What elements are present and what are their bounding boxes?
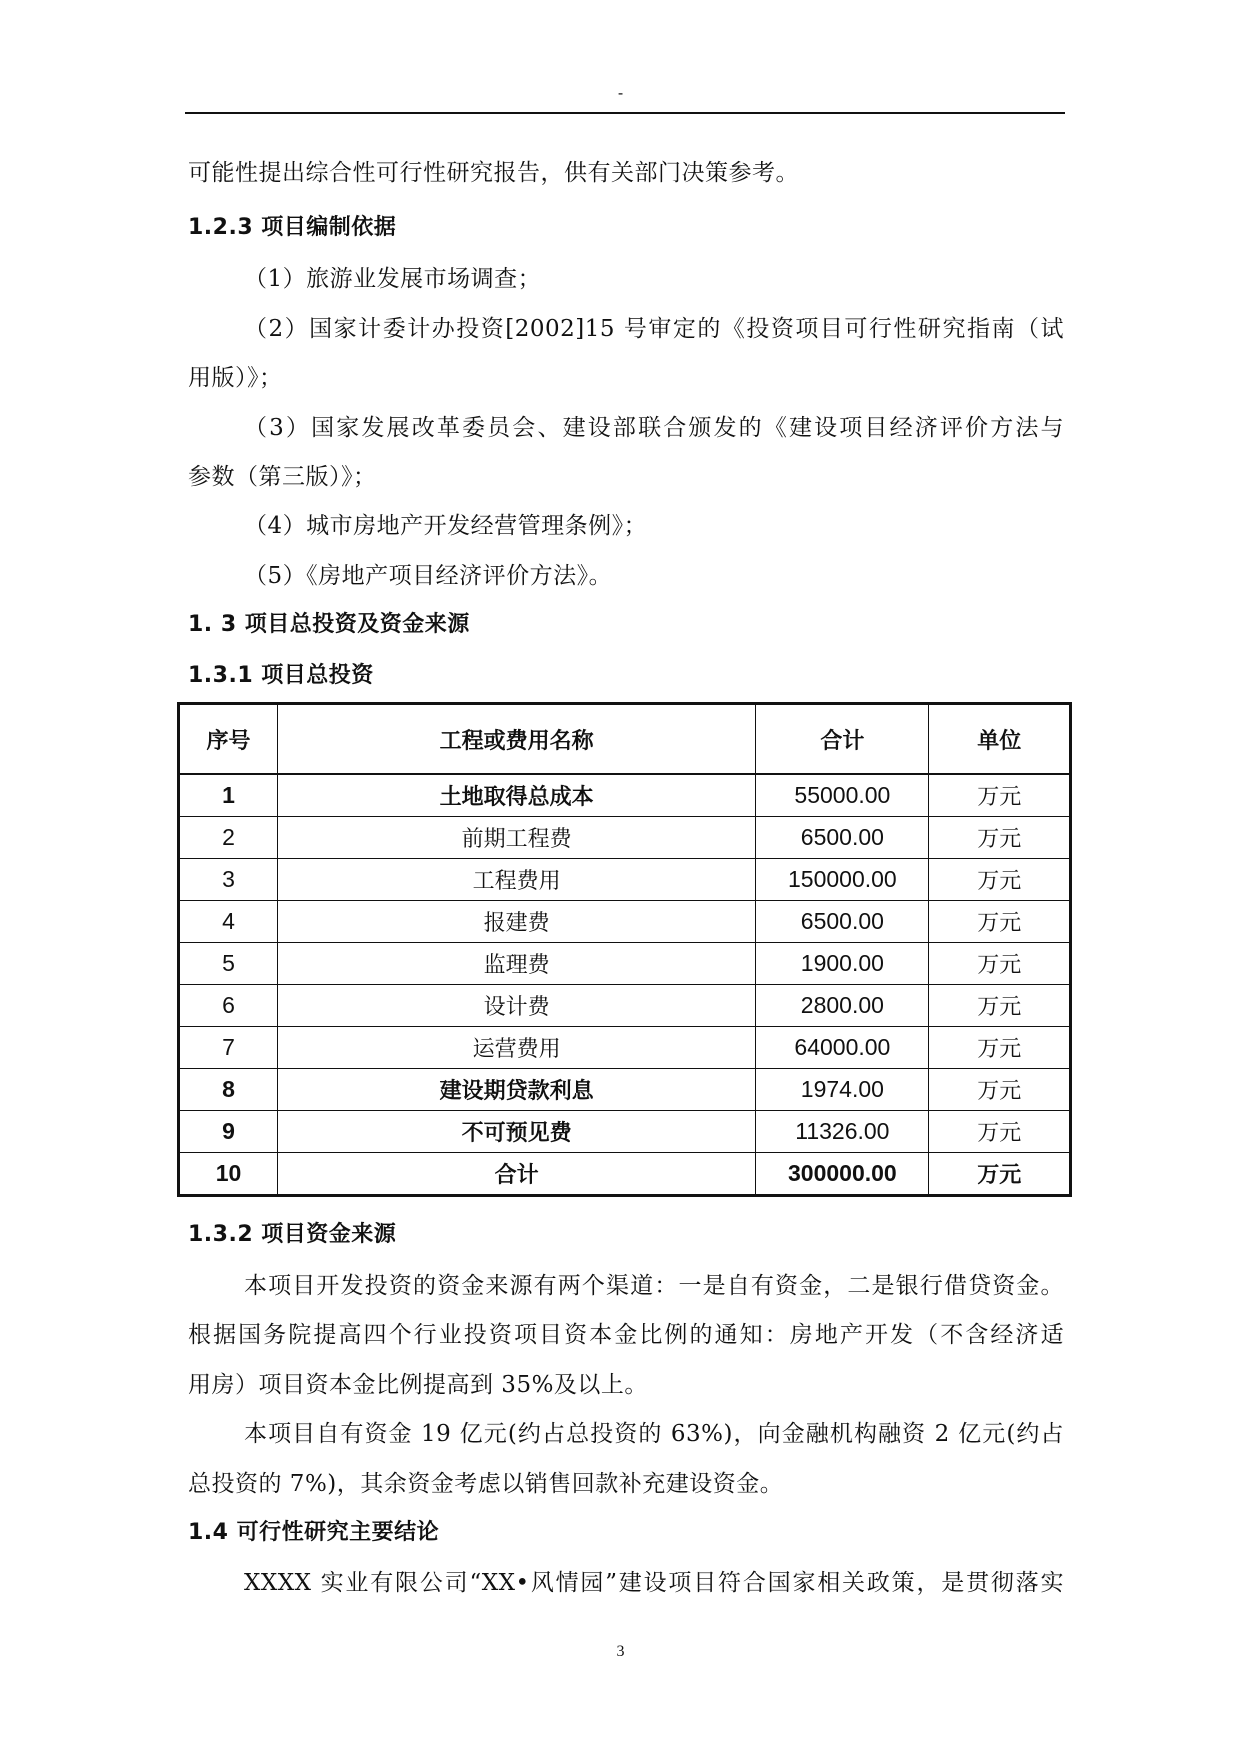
row-total: 300000.00	[756, 1153, 929, 1196]
table-row	[179, 1111, 1071, 1153]
funding-p1-line-1: 本项目开发投资的资金来源有两个渠道：一是自有资金，二是银行借贷资金。	[244, 1273, 1064, 1299]
row-item-name: 土地取得总成本	[278, 774, 756, 817]
heading-1-3: 1. 3 项目总投资及资金来源	[188, 612, 470, 637]
page-number: 3	[616, 1643, 625, 1660]
row-item-name: 前期工程费	[278, 817, 756, 859]
basis-item-1: （1）旅游业发展市场调查；	[244, 266, 542, 292]
row-serial: 10	[179, 1153, 278, 1196]
table-header-row	[179, 704, 1071, 775]
table-total-row	[179, 1153, 1071, 1196]
header-unit: 单位	[929, 704, 1071, 775]
table-row	[179, 859, 1071, 901]
row-unit: 万元	[929, 1069, 1071, 1111]
row-serial: 3	[179, 859, 278, 901]
header-total: 合计	[756, 704, 929, 775]
basis-item-4: （4）城市房地产开发经营管理条例》；	[244, 513, 648, 539]
row-total: 55000.00	[756, 774, 929, 817]
basis-item-2-line-1: （2）国家计委计办投资[2002]15 号审定的《投资项目可行性研究指南（试	[244, 316, 1064, 342]
row-item-name: 设计费	[278, 985, 756, 1027]
row-unit: 万元	[929, 774, 1071, 817]
row-unit: 万元	[929, 985, 1071, 1027]
funding-p2-line-2: 总投资的 7%)，其余资金考虑以销售回款补充建设资金。	[188, 1471, 784, 1497]
basis-item-5: （5）《房地产项目经济评价方法》。	[244, 563, 613, 589]
row-total: 150000.00	[756, 859, 929, 901]
funding-p2-line-1: 本项目自有资金 19 亿元(约占总投资的 63%)，向金融机构融资 2 亿元(约占	[244, 1421, 1064, 1447]
row-unit: 万元	[929, 817, 1071, 859]
header-rule	[185, 112, 1065, 114]
basis-item-3-line-1: （3）国家发展改革委员会、建设部联合颁发的《建设项目经济评价方法与	[244, 415, 1064, 441]
row-total: 1974.00	[756, 1069, 929, 1111]
row-total: 2800.00	[756, 985, 929, 1027]
row-unit: 万元	[929, 1153, 1071, 1196]
table-row	[179, 901, 1071, 943]
row-total: 6500.00	[756, 901, 929, 943]
row-item-name: 建设期贷款利息	[278, 1069, 756, 1111]
row-serial: 8	[179, 1069, 278, 1111]
heading-1-3-1: 1.3.1 项目总投资	[188, 663, 374, 688]
table-row	[179, 985, 1071, 1027]
row-serial: 4	[179, 901, 278, 943]
row-serial: 6	[179, 985, 278, 1027]
row-unit: 万元	[929, 1111, 1071, 1153]
funding-p1-line-2: 根据国务院提高四个行业投资项目资本金比例的通知：房地产开发（不含经济适	[188, 1322, 1064, 1348]
row-serial: 9	[179, 1111, 278, 1153]
row-unit: 万元	[929, 859, 1071, 901]
funding-p1-line-3: 用房）项目资本金比例提高到 35%及以上。	[188, 1372, 648, 1398]
heading-1-4: 1.4 可行性研究主要结论	[188, 1520, 440, 1545]
conclusion-p1-line-1: XXXX 实业有限公司“XX•风情园”建设项目符合国家相关政策，是贯彻落实	[244, 1570, 1064, 1596]
header-item-name: 工程或费用名称	[278, 704, 756, 775]
row-total: 6500.00	[756, 817, 929, 859]
row-total: 11326.00	[756, 1111, 929, 1153]
header-serial: 序号	[179, 704, 278, 775]
row-item-name: 不可预见费	[278, 1111, 756, 1153]
heading-1-2-3: 1.2.3 项目编制依据	[188, 215, 397, 240]
row-total: 1900.00	[756, 943, 929, 985]
table-row	[179, 817, 1071, 859]
row-item-name: 合计	[278, 1153, 756, 1196]
row-item-name: 监理费	[278, 943, 756, 985]
row-serial: 7	[179, 1027, 278, 1069]
row-unit: 万元	[929, 901, 1071, 943]
table-row	[179, 943, 1071, 985]
row-item-name: 运营费用	[278, 1027, 756, 1069]
row-item-name: 工程费用	[278, 859, 756, 901]
row-serial: 1	[179, 774, 278, 817]
heading-1-3-2: 1.3.2 项目资金来源	[188, 1222, 397, 1247]
row-serial: 5	[179, 943, 278, 985]
header-mark: -	[617, 85, 624, 102]
table-row	[179, 774, 1071, 817]
basis-item-2-line-2: 用版）》；	[188, 365, 283, 391]
table-row	[179, 1069, 1071, 1111]
row-unit: 万元	[929, 1027, 1071, 1069]
row-item-name: 报建费	[278, 901, 756, 943]
intro-line: 可能性提出综合性可行性研究报告，供有关部门决策参考。	[188, 160, 799, 186]
row-unit: 万元	[929, 943, 1071, 985]
row-total: 64000.00	[756, 1027, 929, 1069]
total-investment-table	[177, 702, 1072, 1197]
table-row	[179, 1027, 1071, 1069]
row-serial: 2	[179, 817, 278, 859]
basis-item-3-line-2: 参数（第三版）》；	[188, 464, 377, 490]
